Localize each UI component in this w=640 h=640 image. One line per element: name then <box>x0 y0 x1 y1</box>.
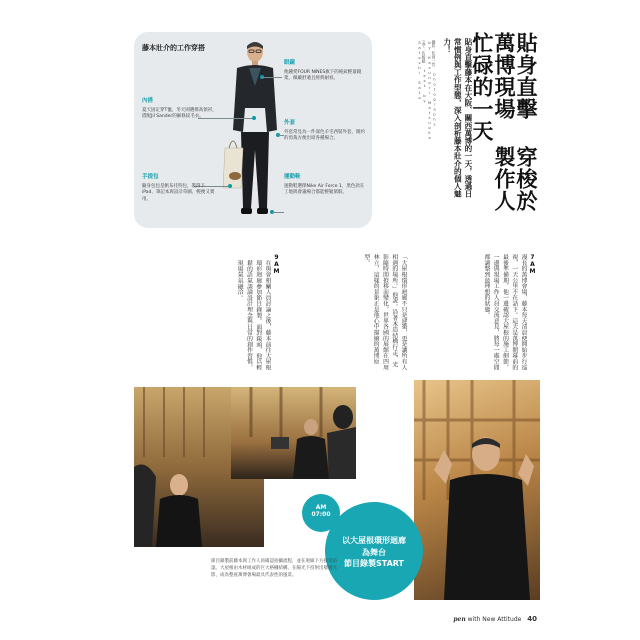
sneakers-line <box>272 212 284 213</box>
callout-eyewear-title: 眼鏡 <box>284 60 296 66</box>
tote-dot <box>228 184 232 188</box>
eyewear-line <box>262 77 282 78</box>
photo-fujimoto-speaking <box>414 380 540 600</box>
callout-outerwear-text: 外套常見為一件深色羊毛西裝外套，簡約的剪裁方便出席各種場合。 <box>284 129 365 142</box>
magazine-page <box>97 2 543 638</box>
person-illustration <box>219 38 289 226</box>
article-subheadline: 貼身直擊藤本在大阪、關西萬博的一天，透過日常慣例與工作型態，深入剖析藤本壯介的個人魅力！ <box>442 38 473 198</box>
article-headline: 貼身直擊 穿梭於萬博現場 製作人忙碌的一天 <box>469 32 539 212</box>
callout-sneakers <box>284 174 366 197</box>
page-number: 40 <box>527 615 537 623</box>
callout-tote-title: 手提包 <box>142 174 159 180</box>
magazine-tagline: with New Attitude <box>467 616 522 623</box>
callout-tote <box>142 174 218 204</box>
time-badge-label: AM <box>315 504 327 511</box>
photo-text-credit: 攝影：松岡一哲 photographs by Kazunori Matsuoka 文字：佐藤聰 text by Satoshi Sato <box>417 40 437 140</box>
photo-right-figure <box>414 380 540 600</box>
recording-start-badge <box>325 502 423 600</box>
body-column-1: 漫長的萬博會場，藤本每天清晨便開始步行巡視，一天公里不在話下。這天是萬博開幕前的最後準備期，他一邊確認大屋根的施工細節，一邊與現場工作人員交流意見，將每一處空間都調整到最理想的狀態。 <box>482 254 526 370</box>
body-column-3: 在與會相關人員討論之後，藤本前往大屋根環形迴廊參加節目錄製。面對鏡頭，他以輕鬆的語氣談論設計理念與日常的創作習慣，現場氣氛融洽。 <box>236 260 270 371</box>
badge-line-2: 為舞台 <box>362 547 386 557</box>
badge-line-3: 節目錄製START <box>343 559 405 569</box>
time-9am: 9AM <box>273 254 280 275</box>
callout-innerwear-title: 內搭 <box>142 98 154 104</box>
callout-innerwear-text: 夏天固定穿T恤，冬天則選擇高領衫，搭配Jil Sander的細條紋毛衣。 <box>142 107 217 120</box>
callout-eyewear <box>284 60 366 83</box>
time-badge-value: 07:00 <box>311 511 331 519</box>
page-footer <box>453 615 537 623</box>
callout-sneakers-title: 運動鞋 <box>284 174 301 180</box>
panel-title: 藤本壯介的工作穿搭 <box>142 44 205 52</box>
callout-innerwear <box>142 98 218 121</box>
photo-film-crew <box>231 387 356 479</box>
outfit-panel <box>134 32 372 228</box>
body-column-2: 「大屋根環形迴廊不只是建築，更是讓所有人相遇的場所。」他說。沿著木造結構行走，光影隨時間推移而變化，世界各國的展館在四周林立，這樣的景象正是他心中描繪的萬博原型。 <box>362 254 406 370</box>
photo-caption: 節目錄製前藤本與工作人員確認拍攝流程，並在迴廊下方接受訪談。大屋根由木材組成的巨大格柵結構，在陽光下投射出層層光影，成為整座萬博會場最具代表性的風景。 <box>211 559 337 578</box>
innerwear-dot <box>252 116 256 120</box>
magazine-brand: pen <box>453 616 466 623</box>
callout-outerwear-title: 外套 <box>284 120 296 126</box>
photo-crew-figures <box>231 387 356 479</box>
callout-eyewear-text: 他鍾愛FOUR NINES旗下的純鈦輕量鏡架，佩戴舒適且經典耐看。 <box>284 69 362 82</box>
callout-outerwear <box>284 120 366 143</box>
time-7am: 7AM <box>529 254 536 275</box>
callout-sneakers-text: 運動鞋選擇Nike Air Force 1，黑色款在工地與會議場合都能輕鬆駕馭。 <box>284 183 365 196</box>
callout-tote-text: 隨身包包是帆布托特包，裝得下iPad、筆記本與設計草圖，輕便又實用。 <box>142 183 215 202</box>
badge-line-1: 以大屋根環形迴廊 <box>342 536 406 545</box>
